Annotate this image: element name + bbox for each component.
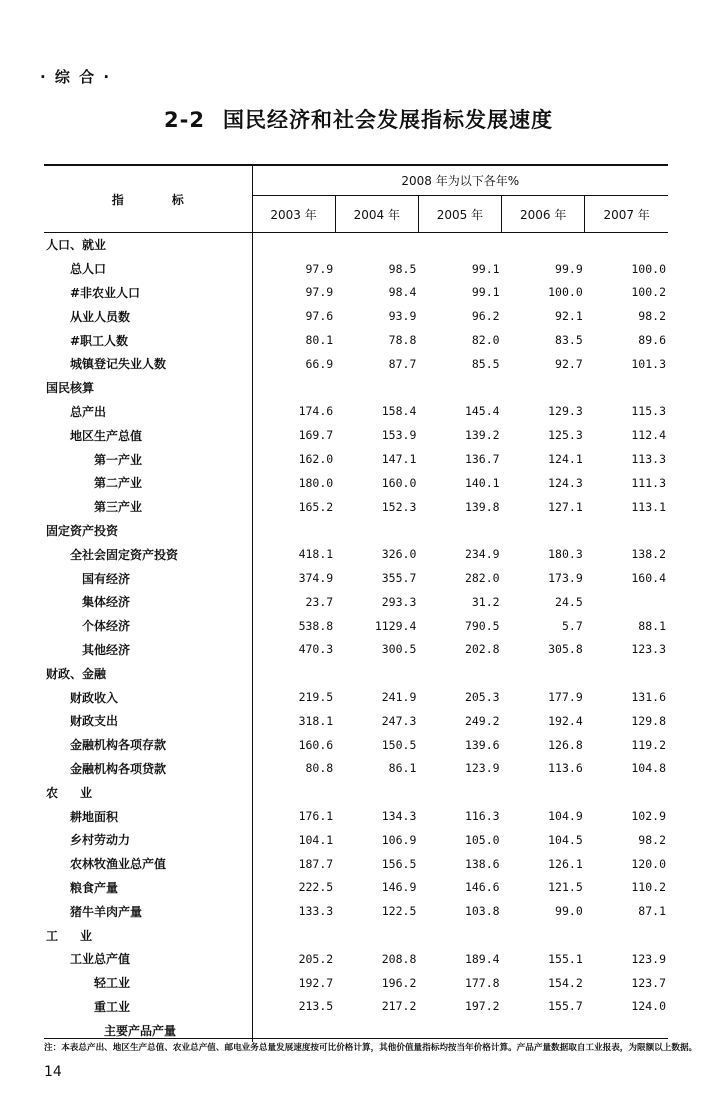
table-row (44, 495, 668, 519)
row-label (44, 828, 252, 852)
table-row (44, 757, 668, 781)
row-label-text: 工业总产值 (70, 952, 131, 967)
value-cell: 123.9 (464, 761, 500, 776)
value-cell (418, 376, 501, 400)
table-row (44, 709, 668, 733)
category-row (44, 661, 668, 685)
row-label (44, 995, 252, 1019)
table-row (44, 876, 668, 900)
row-label (44, 328, 252, 352)
value-cell: 208.8 (381, 951, 417, 966)
value-cell: 113.6 (548, 761, 583, 776)
value-cell: 100.0 (548, 285, 583, 300)
value-cell: 158.4 (381, 404, 417, 419)
value-cell: 104.1 (298, 832, 334, 847)
row-label (44, 876, 252, 900)
value-cell: 136.7 (464, 452, 500, 467)
value-cell: 355.7 (381, 571, 417, 586)
row-label (44, 661, 252, 685)
row-label (44, 471, 252, 495)
value-cell: 93.9 (388, 309, 417, 324)
value-cell: 160.6 (298, 737, 334, 752)
table-row (44, 590, 668, 614)
value-cell: 176.1 (298, 809, 334, 824)
value-cell: 80.1 (305, 333, 334, 348)
value-cell: 103.8 (464, 904, 500, 919)
value-cell: 470.3 (298, 642, 334, 657)
value-cell: 104.8 (631, 761, 666, 776)
value-cell: 153.9 (381, 428, 417, 443)
value-cell: 88.1 (638, 618, 666, 633)
table-row (44, 828, 668, 852)
row-label-text: 第二产业 (94, 476, 143, 491)
value-cell: 116.3 (464, 809, 500, 824)
page-title (0, 104, 717, 134)
table-row (44, 423, 668, 447)
row-label-text: 乡村劳动力 (70, 833, 131, 848)
row-label (44, 638, 252, 662)
value-cell: 196.2 (381, 975, 417, 990)
row-label (44, 519, 252, 543)
value-cell: 106.9 (381, 832, 417, 847)
value-cell (585, 780, 668, 804)
value-cell: 293.3 (381, 594, 417, 609)
value-cell: 98.4 (388, 285, 417, 300)
table-row (44, 804, 668, 828)
table-note: 注：本表总产出、地区生产总值、农业总产值、邮电业务总量发展速度按可比价格计算，其他价值量指标均按当年价格计算。产品产量数据取自工业报表，为限额以上数据。 (44, 1043, 698, 1053)
row-label (44, 233, 252, 257)
value-cell: 180.3 (548, 547, 583, 562)
value-cell: 80.8 (305, 761, 334, 776)
value-cell: 146.6 (464, 880, 500, 895)
value-cell: 154.2 (548, 975, 583, 990)
row-label-text: 固定资产投资 (46, 523, 119, 538)
table-row (44, 304, 668, 328)
table-row (44, 685, 668, 709)
value-cell (335, 233, 418, 257)
value-cell: 318.1 (298, 713, 334, 728)
value-cell: 247.3 (381, 713, 417, 728)
row-label-text: 个体经济 (82, 619, 131, 634)
value-cell: 121.5 (548, 880, 583, 895)
value-cell: 104.5 (548, 832, 583, 847)
row-label (44, 923, 252, 947)
value-cell: 125.3 (548, 428, 583, 443)
value-cell: 205.3 (464, 690, 500, 705)
value-cell: 174.6 (298, 404, 334, 419)
category-row (44, 233, 668, 257)
value-cell: 150.5 (381, 737, 417, 752)
value-cell (252, 780, 335, 804)
value-cell (502, 661, 585, 685)
value-cell: 99.9 (555, 261, 583, 276)
value-cell: 146.9 (381, 880, 417, 895)
value-cell: 129.8 (631, 713, 666, 728)
page-number: 14 (44, 1064, 62, 1080)
value-cell (502, 780, 585, 804)
value-cell: 99.0 (555, 904, 583, 919)
row-label-text: 轻工业 (94, 976, 131, 991)
value-cell: 78.8 (388, 333, 417, 348)
value-cell: 155.7 (548, 999, 583, 1014)
row-label-text: 人口、就业 (46, 238, 107, 253)
value-cell: 249.2 (464, 713, 500, 728)
value-cell: 119.2 (631, 737, 666, 752)
row-label (44, 971, 252, 995)
value-cell: 86.1 (388, 761, 417, 776)
value-cell: 1129.4 (374, 618, 417, 633)
row-label-text: #非农业人口 (70, 285, 141, 300)
value-cell: 147.1 (381, 452, 417, 467)
year-header: 2006 年 (502, 196, 585, 233)
value-cell: 101.3 (631, 356, 666, 371)
row-label-text: 粮食产量 (70, 880, 119, 895)
row-label (44, 304, 252, 328)
value-cell: 5.7 (561, 618, 583, 633)
value-cell (335, 376, 418, 400)
row-label (44, 400, 252, 424)
row-label (44, 352, 252, 376)
value-cell: 97.6 (305, 309, 334, 324)
value-cell: 202.8 (464, 642, 500, 657)
value-cell: 155.1 (548, 951, 583, 966)
value-cell: 222.5 (298, 880, 334, 895)
value-cell: 139.8 (464, 499, 500, 514)
value-cell: 160.4 (631, 571, 666, 586)
value-cell: 139.6 (464, 737, 500, 752)
value-cell: 187.7 (298, 856, 334, 871)
value-cell (252, 376, 335, 400)
value-cell: 97.9 (305, 285, 334, 300)
value-cell (418, 661, 501, 685)
table-row (44, 352, 668, 376)
value-cell: 100.2 (631, 285, 666, 300)
table-row (44, 471, 668, 495)
value-cell (585, 590, 668, 614)
value-cell (502, 519, 585, 543)
table-title: 国民经济和社会发展指标发展速度 (222, 108, 553, 132)
value-cell: 160.0 (381, 475, 417, 490)
indicator-table (44, 164, 668, 1042)
value-cell: 145.4 (464, 404, 500, 419)
value-cell: 140.1 (464, 475, 500, 490)
value-cell: 139.2 (464, 428, 500, 443)
row-label-text: 工业 (46, 928, 115, 943)
category-row (44, 376, 668, 400)
value-cell: 92.1 (555, 309, 583, 324)
value-cell: 99.1 (471, 261, 500, 276)
row-label (44, 542, 252, 566)
row-label-text: 其他经济 (82, 642, 131, 657)
row-label-text: 城镇登记失业人数 (70, 357, 167, 372)
value-cell: 98.5 (388, 261, 417, 276)
row-label-text: 农林牧渔业总产值 (70, 857, 167, 872)
table-row (44, 638, 668, 662)
row-label-text: 财政收入 (70, 690, 119, 705)
value-cell: 113.1 (631, 499, 666, 514)
year-header: 2003 年 (252, 196, 335, 233)
row-label (44, 757, 252, 781)
value-cell: 134.3 (381, 809, 417, 824)
value-cell: 165.2 (298, 499, 334, 514)
row-label (44, 590, 252, 614)
value-cell: 180.0 (298, 475, 334, 490)
value-cell: 219.5 (298, 690, 334, 705)
value-cell: 241.9 (381, 690, 417, 705)
row-label-text: 地区生产总值 (70, 428, 143, 443)
row-label-text: 全社会固定资产投资 (70, 547, 179, 562)
value-cell: 418.1 (298, 547, 334, 562)
value-cell (335, 519, 418, 543)
value-cell: 131.6 (631, 690, 666, 705)
value-cell: 110.2 (631, 880, 666, 895)
value-cell: 177.9 (548, 690, 583, 705)
value-cell: 169.7 (298, 428, 334, 443)
value-cell (502, 376, 585, 400)
value-cell: 102.9 (631, 809, 666, 824)
indicator-column-header: 指 标 (44, 165, 252, 233)
value-cell: 192.4 (548, 713, 583, 728)
row-label-text: 国民核算 (46, 381, 95, 396)
category-row (44, 780, 668, 804)
value-cell: 98.2 (638, 832, 666, 847)
table-row (44, 447, 668, 471)
row-label (44, 685, 252, 709)
value-cell: 538.8 (298, 618, 334, 633)
row-label-text: 总产出 (70, 404, 107, 419)
value-cell: 123.3 (631, 642, 666, 657)
row-label-text: 猪牛羊肉产量 (70, 904, 143, 919)
row-label (44, 614, 252, 638)
table-row (44, 971, 668, 995)
value-cell: 127.1 (548, 499, 583, 514)
value-cell: 111.3 (631, 475, 666, 490)
value-cell: 300.5 (381, 642, 417, 657)
value-cell (585, 923, 668, 947)
value-cell: 305.8 (548, 642, 583, 657)
row-label-text: 重工业 (94, 999, 131, 1014)
row-label-text: 金融机构各项存款 (70, 738, 167, 753)
value-cell (585, 519, 668, 543)
row-label-text: 总人口 (70, 262, 107, 277)
value-cell: 96.2 (471, 309, 500, 324)
row-label-text: 财政、金融 (46, 666, 107, 681)
value-cell: 82.0 (471, 333, 500, 348)
row-label (44, 852, 252, 876)
value-cell: 189.4 (464, 951, 500, 966)
value-cell: 124.1 (548, 452, 583, 467)
value-cell: 66.9 (305, 356, 334, 371)
row-label (44, 709, 252, 733)
row-label-text: 集体经济 (82, 595, 131, 610)
row-label (44, 447, 252, 471)
value-cell: 217.2 (381, 999, 417, 1014)
table-row (44, 733, 668, 757)
value-cell: 129.3 (548, 404, 583, 419)
value-cell: 126.8 (548, 737, 583, 752)
row-label (44, 495, 252, 519)
category-row (44, 923, 668, 947)
row-label-text: 从业人员数 (70, 309, 131, 324)
value-cell: 173.9 (548, 571, 583, 586)
value-cell (585, 376, 668, 400)
table-row (44, 995, 668, 1019)
table-bottom-rule (44, 1038, 668, 1039)
value-cell: 124.0 (631, 999, 666, 1014)
row-label-text: 主要产品产量 (104, 1023, 177, 1038)
value-cell: 123.9 (631, 951, 666, 966)
value-cell: 112.4 (631, 428, 666, 443)
value-cell: 124.3 (548, 475, 583, 490)
value-cell (335, 780, 418, 804)
row-label-text: 第三产业 (94, 500, 143, 515)
value-cell: 100.0 (631, 261, 666, 276)
value-cell: 162.0 (298, 452, 334, 467)
year-header: 2004 年 (335, 196, 418, 233)
value-cell: 138.2 (631, 547, 666, 562)
table-row (44, 852, 668, 876)
value-cell: 213.5 (298, 999, 334, 1014)
value-cell: 152.3 (381, 499, 417, 514)
row-label-text: 国有经济 (82, 571, 131, 586)
value-cell: 120.0 (631, 856, 666, 871)
value-cell: 123.7 (631, 975, 666, 990)
value-cell: 31.2 (471, 594, 500, 609)
value-cell: 126.1 (548, 856, 583, 871)
row-label-text: 财政支出 (70, 714, 119, 729)
value-cell (585, 661, 668, 685)
value-cell: 177.8 (464, 975, 500, 990)
value-cell (335, 923, 418, 947)
value-cell (418, 923, 501, 947)
row-label-text: 农业 (46, 785, 115, 800)
section-mark: · 综 合 · (40, 68, 112, 86)
value-cell: 192.7 (298, 975, 334, 990)
table-row (44, 566, 668, 590)
value-cell: 138.6 (464, 856, 500, 871)
table-row (44, 328, 668, 352)
value-cell (502, 233, 585, 257)
table-row (44, 947, 668, 971)
value-cell: 24.5 (555, 594, 583, 609)
row-label (44, 804, 252, 828)
row-label-text: 耕地面积 (70, 809, 119, 824)
value-cell: 122.5 (381, 904, 417, 919)
value-cell: 326.0 (381, 547, 417, 562)
value-cell: 790.5 (464, 618, 500, 633)
table-row (44, 614, 668, 638)
value-cell: 99.1 (471, 285, 500, 300)
row-label (44, 257, 252, 281)
value-cell: 98.2 (638, 309, 666, 324)
year-header: 2007 年 (603, 207, 650, 222)
value-cell: 23.7 (305, 594, 334, 609)
row-label (44, 780, 252, 804)
value-cell: 133.3 (298, 904, 334, 919)
table-row (44, 542, 668, 566)
value-cell: 105.0 (464, 832, 500, 847)
value-cell: 83.5 (555, 333, 583, 348)
value-cell (252, 233, 335, 257)
table-row (44, 400, 668, 424)
base-year-header: 2008 年为以下各年% (252, 165, 668, 196)
value-cell (418, 519, 501, 543)
value-cell: 92.7 (555, 356, 583, 371)
table-body (44, 233, 668, 1043)
row-label-text: 第一产业 (94, 452, 143, 467)
value-cell: 115.3 (631, 404, 666, 419)
value-cell (585, 233, 668, 257)
table-row (44, 281, 668, 305)
row-label (44, 281, 252, 305)
value-cell: 85.5 (471, 356, 500, 371)
value-cell (418, 780, 501, 804)
row-label (44, 423, 252, 447)
value-cell: 87.7 (388, 356, 417, 371)
value-cell: 89.6 (638, 333, 666, 348)
indicator-table-container (44, 164, 668, 1042)
row-label-text: 金融机构各项贷款 (70, 761, 167, 776)
value-cell: 205.2 (298, 951, 334, 966)
value-cell (502, 923, 585, 947)
value-cell (252, 519, 335, 543)
value-cell: 197.2 (464, 999, 500, 1014)
value-cell (335, 661, 418, 685)
table-header (44, 165, 668, 233)
category-row (44, 519, 668, 543)
row-label (44, 376, 252, 400)
table-row (44, 257, 668, 281)
row-label-text: #职工人数 (70, 333, 129, 348)
value-cell: 113.3 (631, 452, 666, 467)
value-cell: 97.9 (305, 261, 334, 276)
value-cell: 104.9 (548, 809, 583, 824)
table-number: 2-2 (164, 108, 205, 132)
value-cell (418, 233, 501, 257)
table-row (44, 899, 668, 923)
value-cell: 282.0 (464, 571, 500, 586)
value-cell: 87.1 (638, 904, 666, 919)
row-label (44, 733, 252, 757)
value-cell (252, 923, 335, 947)
row-label (44, 566, 252, 590)
value-cell: 156.5 (381, 856, 417, 871)
value-cell (252, 661, 335, 685)
value-cell: 374.9 (298, 571, 334, 586)
year-header: 2005 年 (418, 196, 501, 233)
value-cell: 234.9 (464, 547, 500, 562)
row-label (44, 899, 252, 923)
row-label (44, 947, 252, 971)
